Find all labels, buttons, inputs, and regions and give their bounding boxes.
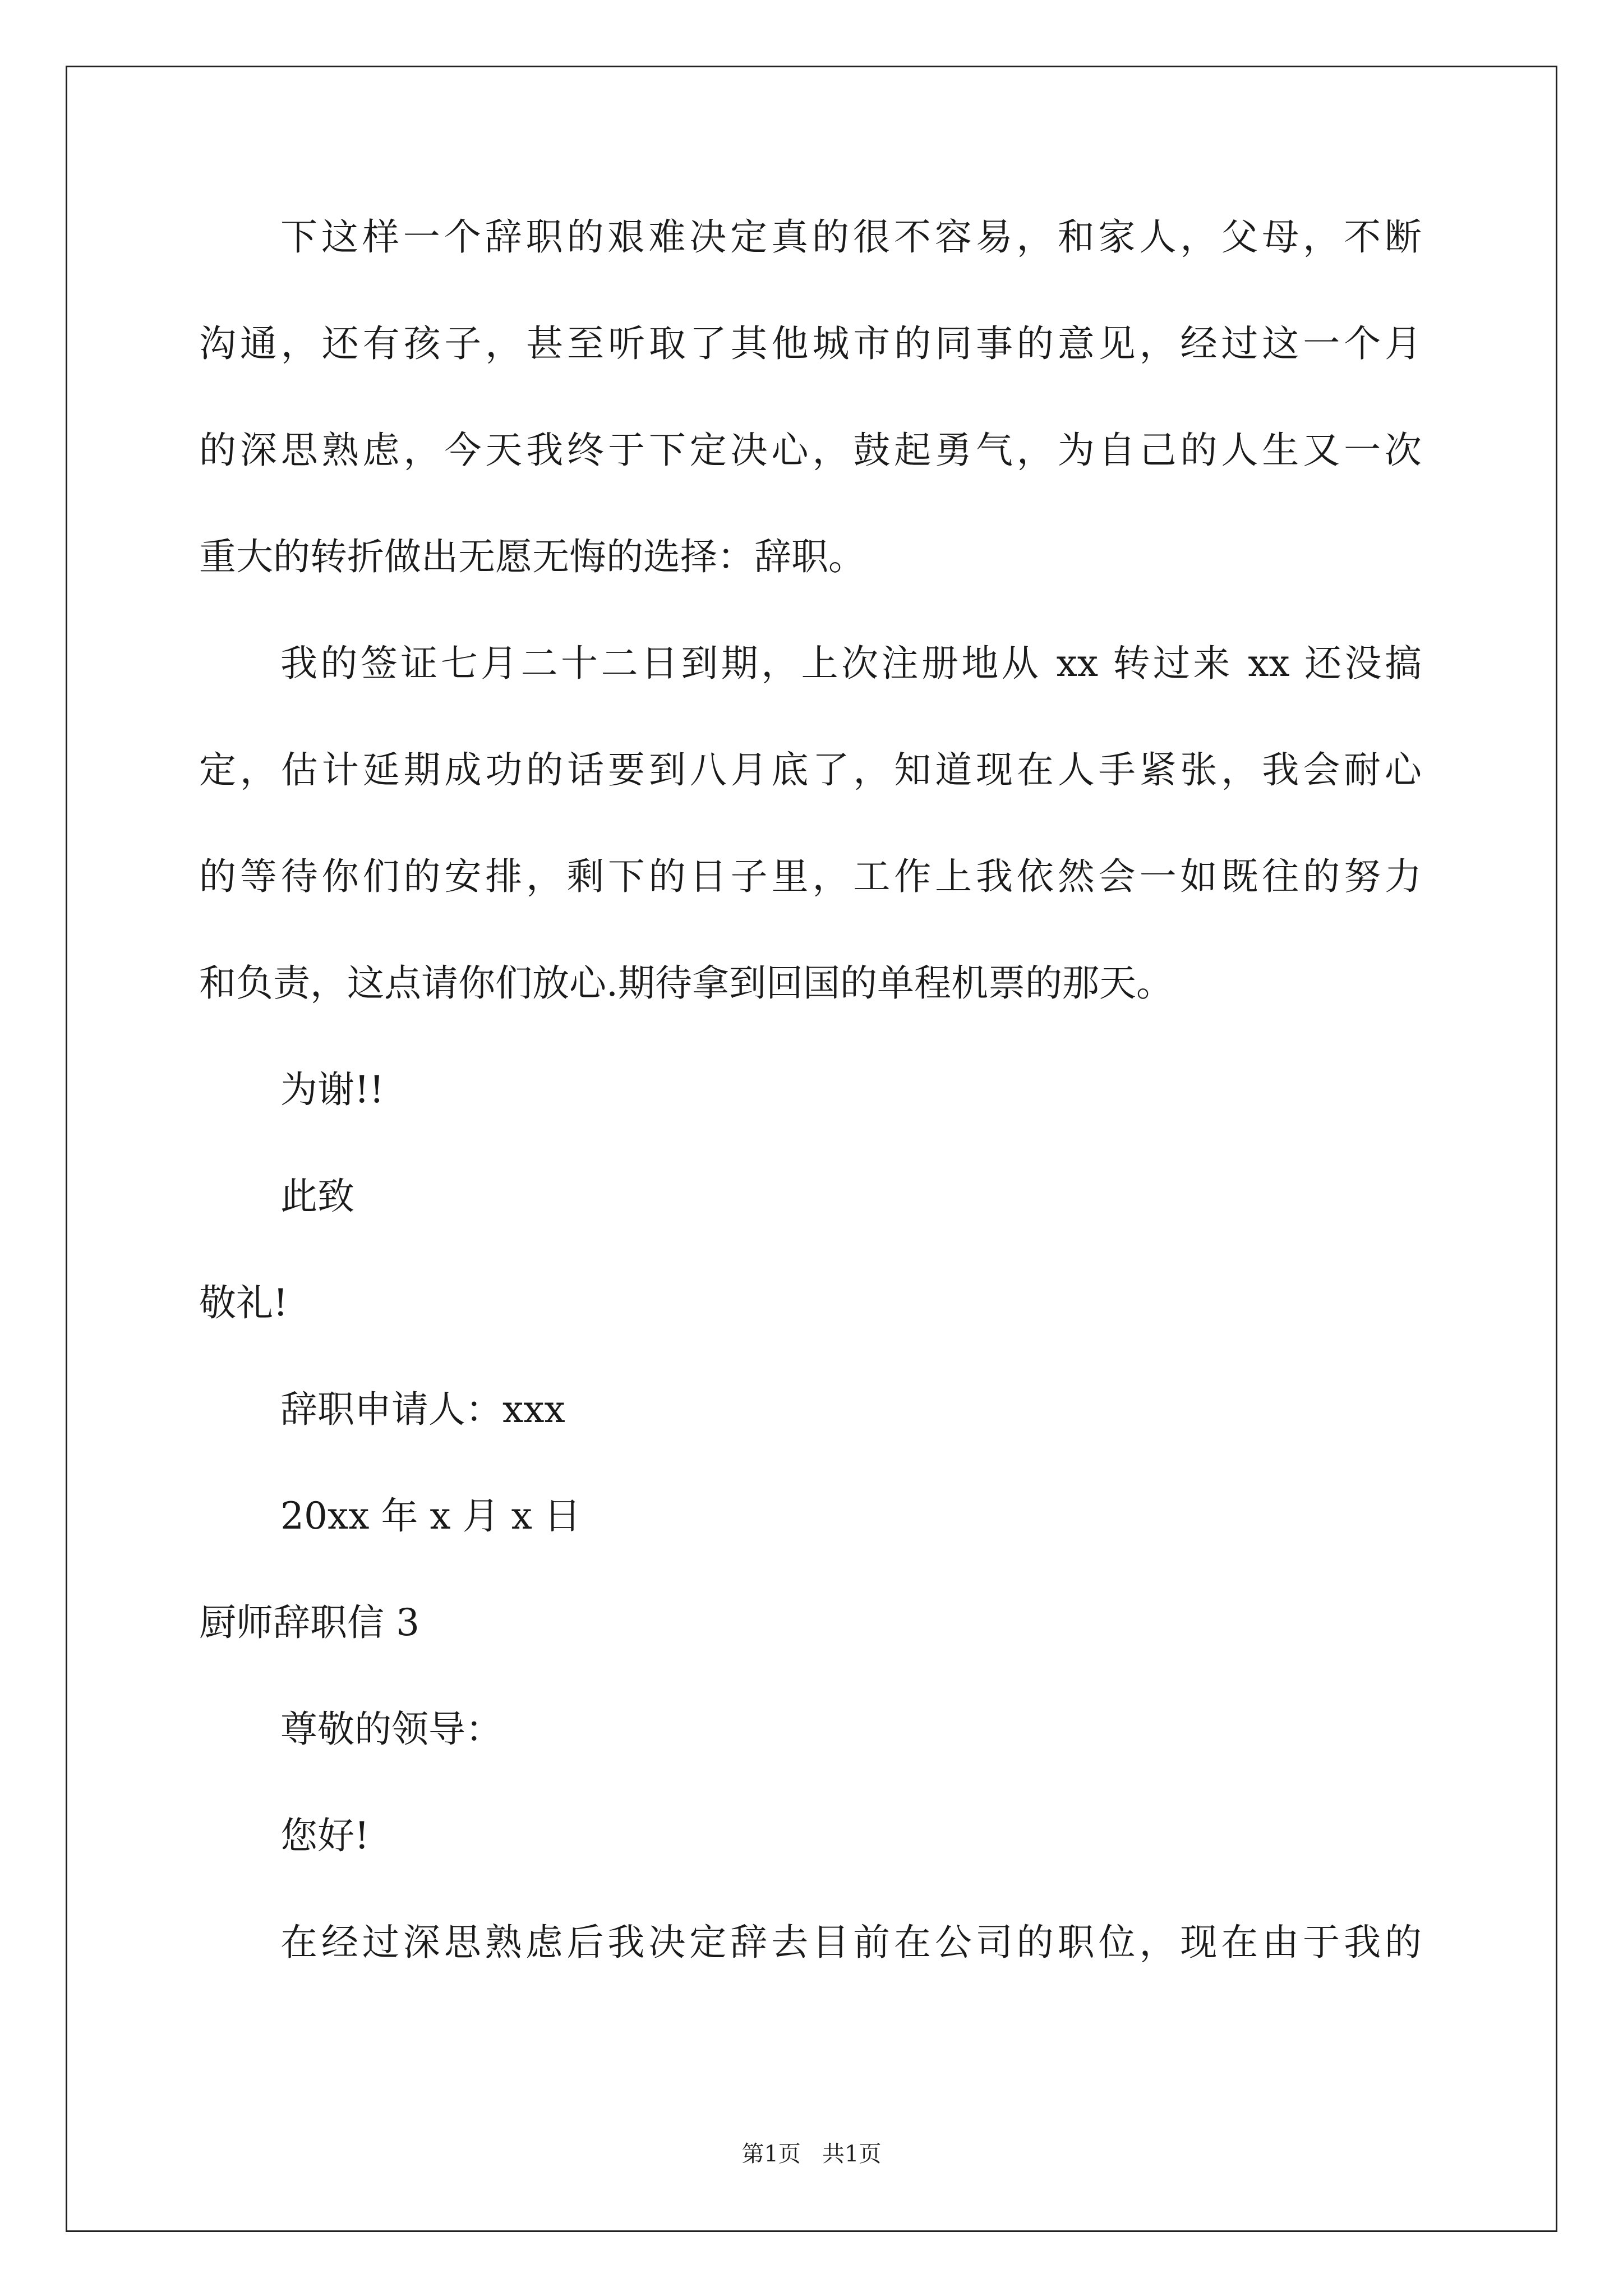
paragraph-line: 重大的转折做出无愿无悔的选择：辞职。 bbox=[199, 535, 865, 578]
page-footer: 第1页 共1页 bbox=[741, 2141, 882, 2167]
section-title: 厨师辞职信 3 bbox=[199, 1601, 419, 1644]
closing-line: 敬礼! bbox=[199, 1281, 288, 1324]
thanks-line: 为谢!! bbox=[280, 1068, 385, 1111]
paragraph-line: 沟通，还有孩子，甚至听取了其他城市的同事的意见，经过这一个月 bbox=[199, 322, 1422, 365]
paragraph-line: 定，估计延期成功的话要到八月底了，知道现在人手紧张，我会耐心 bbox=[199, 748, 1422, 792]
salutation: 尊敬的领导： bbox=[280, 1708, 502, 1751]
greeting: 您好! bbox=[280, 1814, 370, 1857]
paragraph-line: 在经过深思熟虑后我决定辞去目前在公司的职位，现在由于我的 bbox=[280, 1921, 1422, 1964]
paragraph-line: 我的签证七月二十二日到期，上次注册地从 xx 转过来 xx 还没搞 bbox=[280, 642, 1422, 685]
date-line: 20xx 年 x 月 x 日 bbox=[280, 1494, 581, 1538]
closing-line: 此致 bbox=[280, 1175, 354, 1218]
paragraph-line: 下这样一个辞职的艰难决定真的很不容易，和家人，父母，不断 bbox=[280, 215, 1422, 259]
paragraph-line: 的等待你们的安排，剩下的日子里，工作上我依然会一如既往的努力 bbox=[199, 855, 1422, 898]
applicant-signature: 辞职申请人：xxx bbox=[280, 1388, 565, 1431]
page-border bbox=[66, 66, 1557, 2232]
paragraph-line: 的深思熟虑，今天我终于下定决心，鼓起勇气，为自己的人生又一次 bbox=[199, 429, 1422, 472]
paragraph-line: 和负责，这点请你们放心.期待拿到回国的单程机票的那天。 bbox=[199, 961, 1173, 1005]
